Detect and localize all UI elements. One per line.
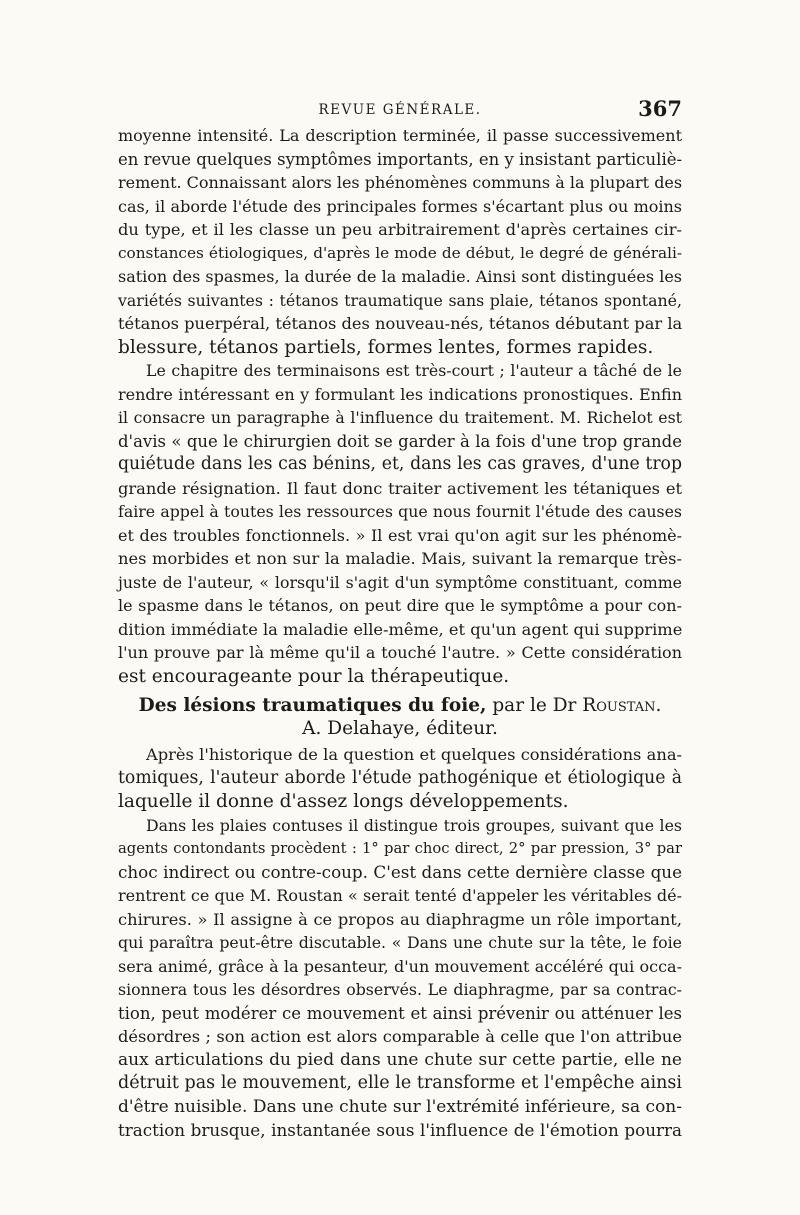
review-publisher: A. Delahaye, éditeur. <box>302 718 498 739</box>
text-line: tétanos puerpéral, tétanos des nouveau-nés, tétanos débutant par la <box>118 314 683 333</box>
review-heading <box>118 694 682 740</box>
text-line: Dans les plaies contuses il distingue trois groupes, suivant que les <box>146 815 682 835</box>
text-line: variétés suivantes : tétanos traumatique sans plaie, tétanos spontané, <box>118 290 682 310</box>
text-line: rendre intéressant en y formulant les indications pronostiques. Enfin <box>118 384 682 404</box>
text-line: en revue quelques symptômes importants, en y insistant particuliè- <box>118 149 683 169</box>
text-line: choc indirect ou contre-coup. C'est dans cette dernière classe que <box>118 861 682 882</box>
paragraphs-foie-review <box>118 743 682 1143</box>
text-line: d'avis « que le chirurgien doit se garder à la fois d'une trop grande <box>118 431 682 451</box>
review-by: par le <box>492 695 547 716</box>
text-line: l'un prouve par là même qu'il a touché l'autre. » Cette considération <box>118 643 682 662</box>
text-line: cas, il aborde l'étude des principales formes s'écartant plus ou moins <box>118 196 682 216</box>
paragraphs-tetanos-review <box>118 124 682 688</box>
text-line: dition immédiate la maladie elle-même, et qu'un agent qui supprime <box>118 619 683 639</box>
text-line: agents contondants procèdent : 1° par choc direct, 2° par pression, 3° par <box>118 840 682 857</box>
text-line: blessure, tétanos partiels, formes lentes, formes rapides. <box>118 336 654 358</box>
text-line: aux articulations du pied dans une chute sur cette partie, elle ne <box>118 1049 682 1070</box>
text-line: moyenne intensité. La description terminée, il passe successivement <box>118 126 682 145</box>
text-line: sation des spasmes, la durée de la maladie. Ainsi sont distinguées les <box>118 267 682 286</box>
text-line: juste de l'auteur, « lorsqu'il s'agit d'un symptôme constituant, comme <box>118 572 682 592</box>
review-title: Des lésions traumatiques du foie, <box>138 695 487 716</box>
text-line: détruit pas le mouvement, elle le transforme et l'empêche ainsi <box>118 1073 682 1093</box>
text-line: rentrent ce que M. Roustan « serait tenté d'appeler les véritables dé- <box>118 886 682 905</box>
text-line: grande résignation. Il faut donc traiter activement les tétaniques et <box>118 478 682 498</box>
text-line: le spasme dans le tétanos, on peut dire que le symptôme a pour con- <box>118 596 682 615</box>
text-line: d'être nuisible. Dans une chute sur l'extrémité inférieure, sa con- <box>118 1096 682 1117</box>
text-line: et des troubles fonctionnels. » Il est vrai qu'on agit sur les phénomè- <box>118 525 682 545</box>
text-line: Après l'historique de la question et quelques considérations ana- <box>146 745 682 764</box>
text-line: chirures. » Il assigne à ce propos au diaphragme un rôle important, <box>118 909 682 929</box>
text-line: est encourageante pour la thérapeutique. <box>118 665 510 687</box>
text-line: du type, et il les classe un peu arbitrairement d'après certaines cir- <box>118 220 682 239</box>
text-line: constances étiologiques, d'après le mode de début, le degré de générali- <box>118 243 682 262</box>
text-line: tomiques, l'auteur aborde l'étude pathogénique et étiologique à <box>118 767 682 788</box>
page-number: 367 <box>638 96 682 121</box>
text-line: quiétude dans les cas bénins, et, dans les cas graves, d'une trop <box>118 454 682 474</box>
text-line: sionnera tous les désordres observés. Le diaphragme, par sa contrac- <box>118 980 682 999</box>
text-line: qui paraîtra peut-être discutable. « Dans une chute sur la tête, le foie <box>118 933 682 952</box>
text-line: traction brusque, instantanée sous l'influence de l'émotion pourra <box>118 1120 682 1140</box>
text-line: sera animé, grâce à la pesanteur, d'un mouvement accéléré qui occa- <box>118 956 682 976</box>
text-line: rement. Connaissant alors les phénomènes communs à la plupart des <box>118 173 683 192</box>
text-line: laquelle il donne d'assez longs développements. <box>118 791 569 812</box>
running-title: REVUE GÉNÉRALE. <box>318 102 482 118</box>
text-line: Le chapitre des terminaisons est très-court ; l'auteur a tâché de le <box>146 361 682 380</box>
text-line: désordres ; son action est alors comparable à celle que l'on attribue <box>118 1027 682 1046</box>
text-line: faire appel à toutes les ressources que nous fournit l'étude des causes <box>118 502 682 521</box>
page-header <box>118 96 682 126</box>
review-doctor: Dr <box>552 695 577 716</box>
text-line: il consacre un paragraphe à l'influence du traitement. M. Richelot est <box>118 408 682 427</box>
text-line: tion, peut modérer ce mouvement et ainsi prévenir ou atténuer les <box>118 1003 682 1023</box>
text-line: nes morbides et non sur la maladie. Mais, suivant la remarque très- <box>118 549 682 568</box>
review-author: Roustan. <box>582 695 662 716</box>
